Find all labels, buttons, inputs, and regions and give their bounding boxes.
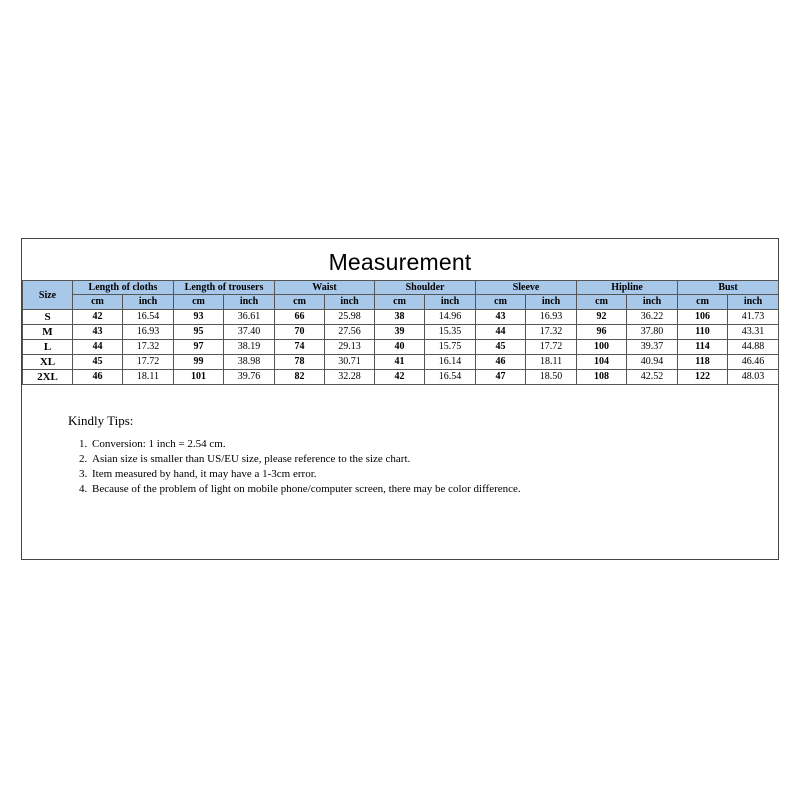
- cm-value-cell: 96: [577, 325, 627, 340]
- cm-value-cell: 95: [174, 325, 224, 340]
- unit-inch-header: inch: [224, 295, 275, 310]
- cm-value-cell: 42: [73, 310, 123, 325]
- cm-value-cell: 39: [375, 325, 425, 340]
- inch-value-cell: 48.03: [728, 370, 779, 385]
- cm-value-cell: 43: [73, 325, 123, 340]
- table-header: [23, 281, 779, 310]
- inch-value-cell: 17.32: [123, 340, 174, 355]
- size-header: Size: [23, 281, 73, 310]
- inch-value-cell: 16.14: [425, 355, 476, 370]
- size-cell: S: [23, 310, 73, 325]
- inch-value-cell: 14.96: [425, 310, 476, 325]
- inch-value-cell: 16.93: [526, 310, 577, 325]
- inch-value-cell: 15.75: [425, 340, 476, 355]
- inch-value-cell: 27.56: [325, 325, 375, 340]
- unit-cm-header: cm: [174, 295, 224, 310]
- inch-value-cell: 37.40: [224, 325, 275, 340]
- size-cell: 2XL: [23, 370, 73, 385]
- unit-inch-header: inch: [325, 295, 375, 310]
- inch-value-cell: 18.11: [123, 370, 174, 385]
- cm-value-cell: 114: [678, 340, 728, 355]
- unit-cm-header: cm: [577, 295, 627, 310]
- inch-value-cell: 18.50: [526, 370, 577, 385]
- unit-inch-header: inch: [526, 295, 577, 310]
- inch-value-cell: 36.61: [224, 310, 275, 325]
- inch-value-cell: 40.94: [627, 355, 678, 370]
- column-group-header: Sleeve: [476, 281, 577, 295]
- inch-value-cell: 44.88: [728, 340, 779, 355]
- inch-value-cell: 18.11: [526, 355, 577, 370]
- unit-inch-header: inch: [627, 295, 678, 310]
- inch-value-cell: 30.71: [325, 355, 375, 370]
- cm-value-cell: 122: [678, 370, 728, 385]
- cm-value-cell: 99: [174, 355, 224, 370]
- cm-value-cell: 108: [577, 370, 627, 385]
- unit-inch-header: inch: [123, 295, 174, 310]
- unit-inch-header: inch: [728, 295, 779, 310]
- cm-value-cell: 44: [476, 325, 526, 340]
- size-table: [22, 280, 779, 385]
- cm-value-cell: 106: [678, 310, 728, 325]
- inch-value-cell: 36.22: [627, 310, 678, 325]
- inch-value-cell: 38.19: [224, 340, 275, 355]
- cm-value-cell: 78: [275, 355, 325, 370]
- unit-cm-header: cm: [73, 295, 123, 310]
- inch-value-cell: 46.46: [728, 355, 779, 370]
- table-row: [23, 355, 779, 370]
- unit-cm-header: cm: [275, 295, 325, 310]
- inch-value-cell: 16.54: [425, 370, 476, 385]
- inch-value-cell: 38.98: [224, 355, 275, 370]
- cm-value-cell: 38: [375, 310, 425, 325]
- table-body: [23, 310, 779, 385]
- tip-item: 2. Asian size is smaller than US/EU size, please reference to the size chart.: [90, 452, 708, 467]
- unit-cm-header: cm: [375, 295, 425, 310]
- cm-value-cell: 66: [275, 310, 325, 325]
- cm-value-cell: 45: [73, 355, 123, 370]
- inch-value-cell: 29.13: [325, 340, 375, 355]
- inch-value-cell: 17.72: [526, 340, 577, 355]
- table-row: [23, 370, 779, 385]
- column-group-header: Length of trousers: [174, 281, 275, 295]
- inch-value-cell: 16.93: [123, 325, 174, 340]
- size-cell: XL: [23, 355, 73, 370]
- unit-inch-header: inch: [425, 295, 476, 310]
- inch-value-cell: 32.28: [325, 370, 375, 385]
- inch-value-cell: 37.80: [627, 325, 678, 340]
- size-cell: L: [23, 340, 73, 355]
- column-group-header: Bust: [678, 281, 779, 295]
- cm-value-cell: 92: [577, 310, 627, 325]
- tip-item: 1. Conversion: 1 inch = 2.54 cm.: [90, 437, 708, 452]
- header-unit-row: [23, 295, 779, 310]
- cm-value-cell: 44: [73, 340, 123, 355]
- size-chart-panel: [21, 238, 779, 560]
- column-group-header: Shoulder: [375, 281, 476, 295]
- cm-value-cell: 40: [375, 340, 425, 355]
- cm-value-cell: 93: [174, 310, 224, 325]
- table-row: [23, 325, 779, 340]
- cm-value-cell: 101: [174, 370, 224, 385]
- cm-value-cell: 41: [375, 355, 425, 370]
- cm-value-cell: 74: [275, 340, 325, 355]
- cm-value-cell: 70: [275, 325, 325, 340]
- header-group-row: [23, 281, 779, 295]
- cm-value-cell: 45: [476, 340, 526, 355]
- cm-value-cell: 43: [476, 310, 526, 325]
- column-group-header: Length of cloths: [73, 281, 174, 295]
- inch-value-cell: 39.76: [224, 370, 275, 385]
- cm-value-cell: 47: [476, 370, 526, 385]
- cm-value-cell: 104: [577, 355, 627, 370]
- inch-value-cell: 17.72: [123, 355, 174, 370]
- unit-cm-header: cm: [678, 295, 728, 310]
- table-row: [23, 310, 779, 325]
- size-cell: M: [23, 325, 73, 340]
- inch-value-cell: 39.37: [627, 340, 678, 355]
- cm-value-cell: 118: [678, 355, 728, 370]
- inch-value-cell: 42.52: [627, 370, 678, 385]
- inch-value-cell: 16.54: [123, 310, 174, 325]
- cm-value-cell: 46: [73, 370, 123, 385]
- column-group-header: Hipline: [577, 281, 678, 295]
- tip-item: 3. Item measured by hand, it may have a 1-3cm error.: [90, 467, 708, 482]
- tip-item: 4. Because of the problem of light on mobile phone/computer screen, there may be color difference.: [90, 482, 708, 497]
- inch-value-cell: 25.98: [325, 310, 375, 325]
- cm-value-cell: 82: [275, 370, 325, 385]
- tips-list: [68, 437, 708, 497]
- tips-heading: Kindly Tips:: [68, 413, 134, 428]
- inch-value-cell: 17.32: [526, 325, 577, 340]
- inch-value-cell: 43.31: [728, 325, 779, 340]
- cm-value-cell: 97: [174, 340, 224, 355]
- cm-value-cell: 100: [577, 340, 627, 355]
- unit-cm-header: cm: [476, 295, 526, 310]
- column-group-header: Waist: [275, 281, 375, 295]
- cm-value-cell: 46: [476, 355, 526, 370]
- table-row: [23, 340, 779, 355]
- inch-value-cell: 41.73: [728, 310, 779, 325]
- tips-section: [68, 413, 708, 497]
- inch-value-cell: 15.35: [425, 325, 476, 340]
- cm-value-cell: 110: [678, 325, 728, 340]
- chart-title: Measurement: [328, 249, 472, 275]
- cm-value-cell: 42: [375, 370, 425, 385]
